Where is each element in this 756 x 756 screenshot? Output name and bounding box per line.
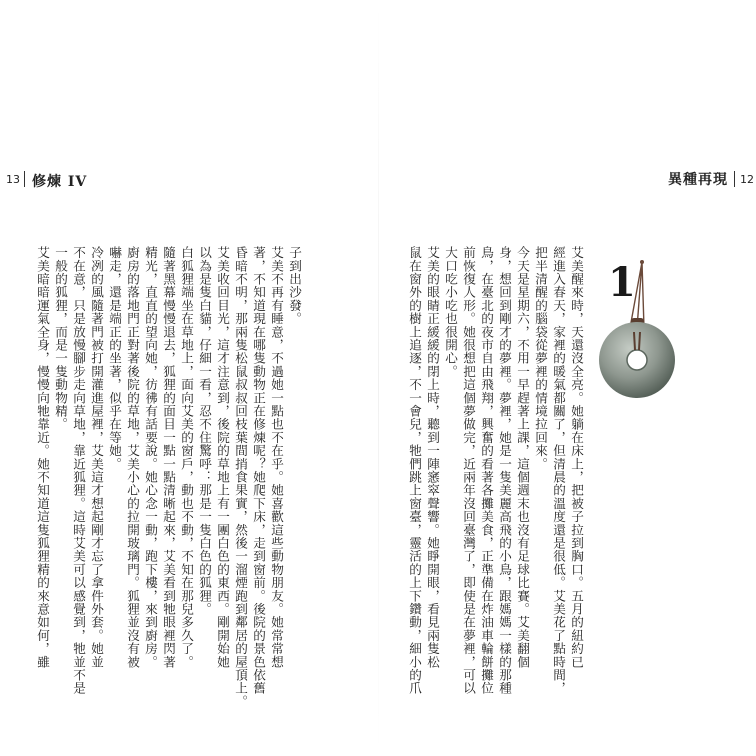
right-header-rule: [734, 171, 735, 187]
left-column-7: 白狐狸端坐在草地上，面向艾美的窗戶，動也不動，不知在那兒多久了。: [179, 246, 194, 669]
left-column-15: 艾美暗暗運氣全身，慢慢向牠靠近。她不知道這隻狐狸精的來意如何，雖: [35, 246, 50, 669]
left-column-11: 嚇走，還是端正的坐著，似乎在等她。: [107, 246, 122, 471]
page-gutter: [378, 0, 379, 756]
left-column-13: 不在意，只是放慢腳步走向草地，靠近狐狸。這時艾美可以感覺到，牠並不是: [71, 246, 86, 695]
left-column-4: 昏暗不明，那兩隻松鼠叔叔回枝葉間捎食果實，然後一溜煙跑到鄰居的屋頂上。: [233, 246, 248, 708]
left-column-14: 一般的狐狸，而是一隻動物精。: [53, 246, 68, 431]
left-column-2: 艾美不再有睡意，不過她一點也不在乎。她喜歡這些動物朋友。她常常想: [269, 246, 284, 669]
right-column-1: 艾美醒來時，天還沒全亮。她躺在床上，把被子拉到胸口。五月的紐約已: [569, 246, 584, 669]
right-column-7: 前恢復人形。她很想把這個夢做完，近兩年沒回臺灣了，即使是在夢裡，可以: [461, 246, 476, 695]
left-header-rule: [24, 171, 25, 187]
chapter-emblem: [590, 258, 680, 408]
left-column-5: 艾美收回目光，這才注意到，後院的草地上有一團白色的東西。剛開始她: [215, 246, 230, 669]
left-column-1: 子到出沙發。: [287, 246, 302, 326]
left-column-12: 冷冽的風隨著門被打開灌進屋裡，艾美這才想起剛才忘了拿件外套。她並: [89, 246, 104, 669]
right-column-3: 把半清醒的腦袋從夢裡的情境拉回來。: [533, 246, 548, 471]
right-column-8: 大口吃小吃也很開心。: [443, 246, 458, 378]
chapter-numeral: 1: [608, 259, 636, 306]
right-column-2: 經進入春天，家裡的暖氣都關了，但清晨的溫度還是很低。艾美花了點時間，: [551, 246, 566, 695]
running-title: 修煉 IV: [32, 174, 88, 190]
left-page-number: 13: [6, 173, 20, 186]
right-column-6: 鳥，在臺北的夜市自由飛翔，興奮的看著各攤美食，正準備在炸油車輪餅攤位: [479, 246, 494, 695]
jade-disc-icon: [590, 258, 680, 408]
right-column-4: 今天是星期六，不用一早趕著上課，這個週末也沒有足球比賽。艾美翻個: [515, 246, 530, 669]
right-column-5: 身，想回到剛才的夢裡。夢裡，她是一隻美麗高飛的小鳥，跟媽媽一樣的那種: [497, 246, 512, 695]
left-column-9: 精光，直直的望向她，彷彿有話要說。她心念一動，跑下樓，來到廚房。: [143, 246, 158, 669]
right-column-10: 鼠在窗外的樹上追逐，不一會兒，牠們跳上窗臺，靈活的上下鑽動，細小的爪: [407, 246, 422, 695]
right-column-9: 艾美的眼睛正緩緩的閉上時，聽到一陣窸窣聲響。她睜開眼，看見兩隻松: [425, 246, 440, 669]
left-column-10: 廚房的落地門正對著後院的草地，艾美小心的拉開玻璃門。狐狸並沒有被: [125, 246, 140, 669]
chapter-title: 異種再現: [668, 172, 728, 188]
left-column-6: 以為是隻白貓，仔細一看，忍不住驚呼：那是一隻白色的狐狸。: [197, 246, 212, 616]
right-page-number: 12: [740, 173, 754, 186]
left-column-3: 著，不知道現在哪隻動物正在修煉呢？她爬下床，走到窗前。後院的景色依舊: [251, 246, 266, 695]
left-column-8: 隨著黑幕慢慢退去，狐狸的面目一點一點清晰起來，艾美看到牠眼裡閃著: [161, 246, 176, 669]
